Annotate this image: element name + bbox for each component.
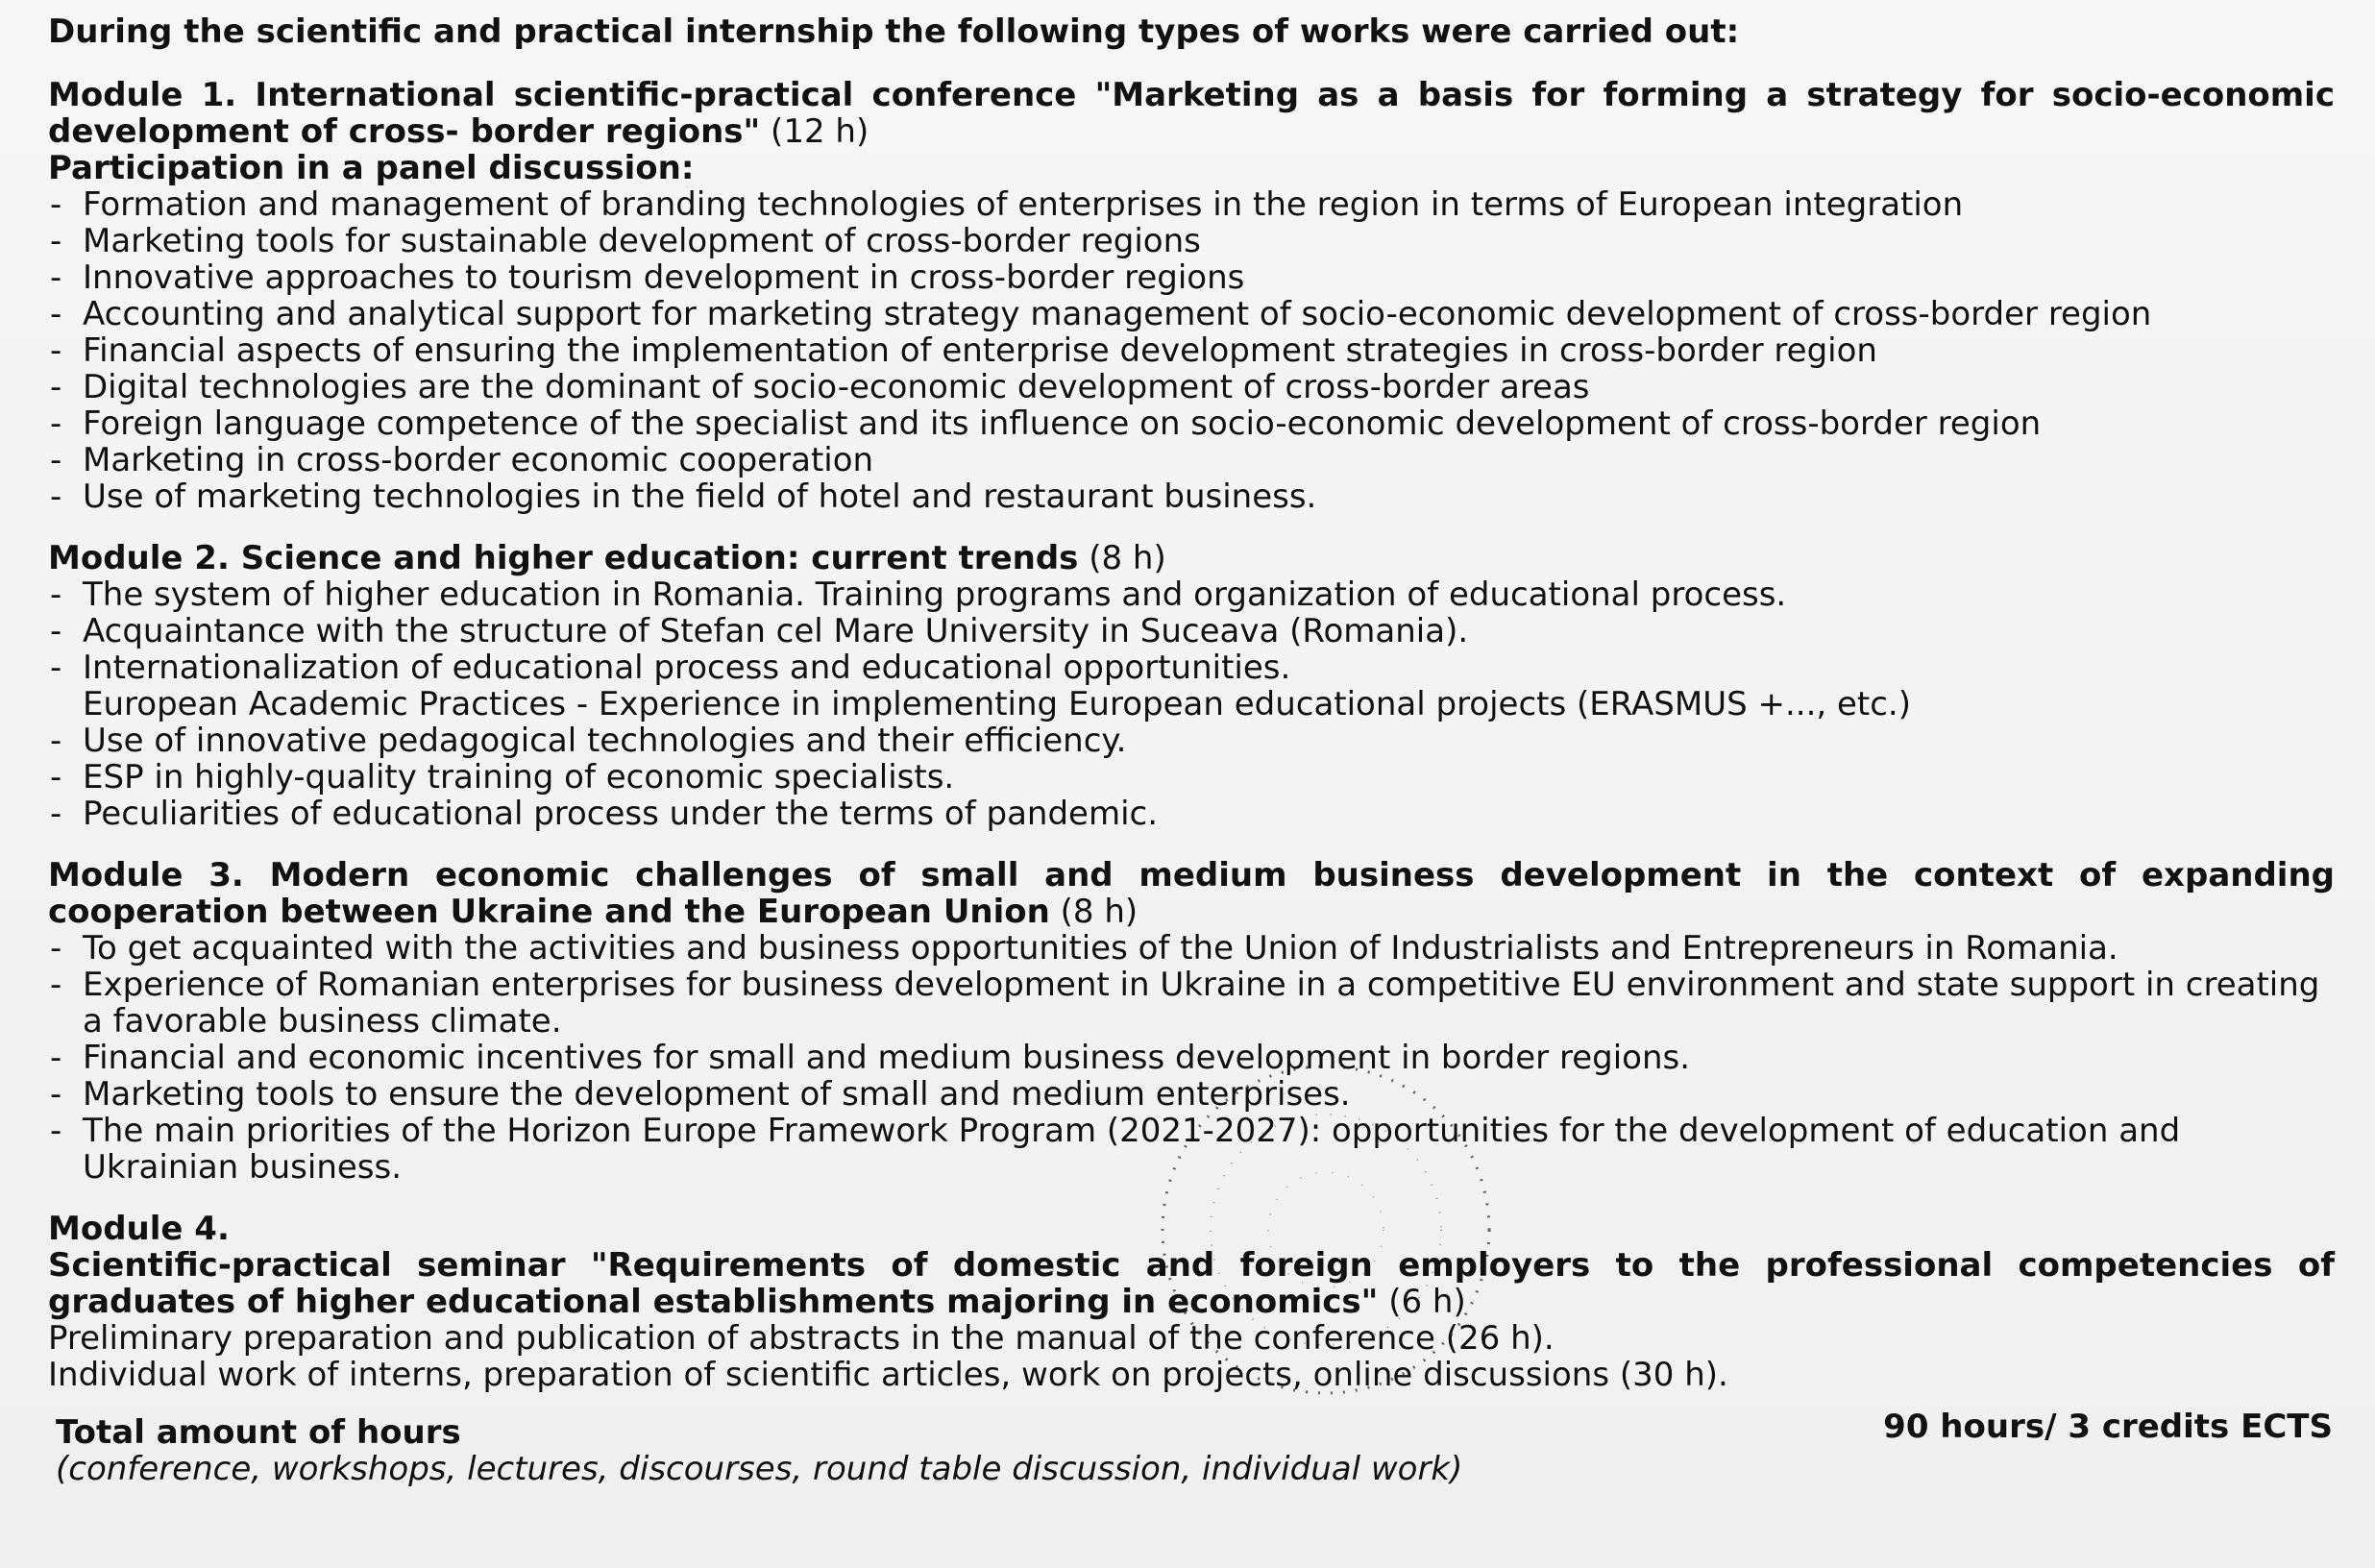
list-item: - Financial and economic incentives for small and medium business development in border regions. bbox=[48, 1040, 2335, 1076]
list-item: - Use of innovative pedagogical technologies and their efficiency. bbox=[48, 723, 2335, 759]
total-note: (conference, workshops, lectures, discourses, round table discussion, individual work) bbox=[56, 1450, 1463, 1488]
list-item: - Experience of Romanian enterprises for business development in Ukraine in a competitive EU environment and state support in creating a favorable business climate. bbox=[48, 967, 2335, 1040]
list-item: - Peculiarities of educational process under the terms of pandemic. bbox=[48, 796, 2335, 832]
module-1-list bbox=[48, 186, 2335, 515]
module-3-section bbox=[48, 857, 2335, 1186]
module-4-heading: Module 4. bbox=[48, 1210, 230, 1248]
module-1-title bbox=[48, 77, 2335, 150]
list-item: - Digital technologies are the dominant of socio-economic development of cross-border areas bbox=[48, 369, 2335, 405]
module-2-title-text: Module 2. Science and higher education: current trends bbox=[48, 539, 1079, 577]
list-item: - Financial aspects of ensuring the implementation of enterprise development strategies in cross-border region bbox=[48, 332, 2335, 369]
module-4-line: Preliminary preparation and publication of abstracts in the manual of the conference (26 h). bbox=[48, 1319, 1555, 1358]
list-item: - ESP in highly-quality training of economic specialists. bbox=[48, 759, 2335, 796]
list-item: - Accounting and analytical support for marketing strategy management of socio-economic development of cross-border region bbox=[48, 296, 2335, 332]
module-2-title bbox=[48, 540, 2335, 576]
total-label: Total amount of hours bbox=[56, 1413, 461, 1452]
list-item: - Formation and management of branding technologies of enterprises in the region in terms of European integration bbox=[48, 186, 2335, 223]
list-item: - To get acquainted with the activities and business opportunities of the Union of Industrialists and Entrepreneurs in Romania. bbox=[48, 930, 2335, 967]
module-2-hours: (8 h) bbox=[1078, 539, 1166, 577]
list-item: - The system of higher education in Romania. Training programs and organization of educational process. bbox=[48, 576, 2335, 613]
module-4-title bbox=[48, 1247, 2335, 1320]
module-3-hours: (8 h) bbox=[1049, 893, 1139, 931]
intro-heading: During the scientific and practical internship the following types of works were carried out: bbox=[48, 12, 1740, 51]
module-3-title-text: Module 3. Modern economic challenges of small and medium business development in the context of expanding cooperation between Ukraine and the European Union bbox=[48, 856, 2335, 931]
total-section bbox=[56, 1408, 2333, 1488]
module-3-list bbox=[48, 930, 2335, 1186]
list-item: - The main priorities of the Horizon Europe Framework Program (2021-2027): opportunities for the development of education and Ukrainian business. bbox=[48, 1113, 2335, 1186]
module-1-section bbox=[48, 77, 2335, 515]
module-4-line: Individual work of interns, preparation of scientific articles, work on projects, online discussions (30 h). bbox=[48, 1356, 1728, 1394]
total-value: 90 hours/ 3 credits ECTS bbox=[1883, 1408, 2333, 1446]
module-1-subhead: Participation in a panel discussion: bbox=[48, 149, 695, 187]
module-1-title-text: Module 1. International scientific-practical conference "Marketing as a basis for forming a strategy for socio-economic development of cross- border regions" bbox=[48, 76, 2335, 151]
module-2-section bbox=[48, 540, 2335, 832]
list-item: - Use of marketing technologies in the field of hotel and restaurant business. bbox=[48, 478, 2335, 515]
module-4-title-text: Scientific-practical seminar "Requirements of domestic and foreign employers to the professional competencies of graduates of higher educational establishments majoring in economics" bbox=[48, 1246, 2335, 1321]
module-4-section bbox=[48, 1211, 2335, 1393]
list-item: - Marketing in cross-border economic cooperation bbox=[48, 442, 2335, 478]
list-item: - Acquaintance with the structure of Stefan cel Mare University in Suceava (Romania). bbox=[48, 613, 2335, 649]
module-3-title bbox=[48, 857, 2335, 930]
list-item: - Innovative approaches to tourism development in cross-border regions bbox=[48, 259, 2335, 296]
list-item: - Foreign language competence of the specialist and its influence on socio-economic development of cross-border region bbox=[48, 405, 2335, 442]
list-item: - Marketing tools for sustainable development of cross-border regions bbox=[48, 223, 2335, 259]
list-item: - Internationalization of educational process and educational opportunities. bbox=[48, 649, 2335, 686]
module-2-list bbox=[48, 576, 2335, 832]
list-item: European Academic Practices - Experience in implementing European educational projects (ERASMUS +..., etc.) bbox=[83, 685, 1912, 723]
list-item: - Marketing tools to ensure the development of small and medium enterprises. bbox=[48, 1076, 2335, 1113]
module-4-hours: (6 h) bbox=[1378, 1283, 1466, 1321]
module-1-hours: (12 h) bbox=[760, 112, 869, 151]
document-body bbox=[48, 13, 2335, 1418]
